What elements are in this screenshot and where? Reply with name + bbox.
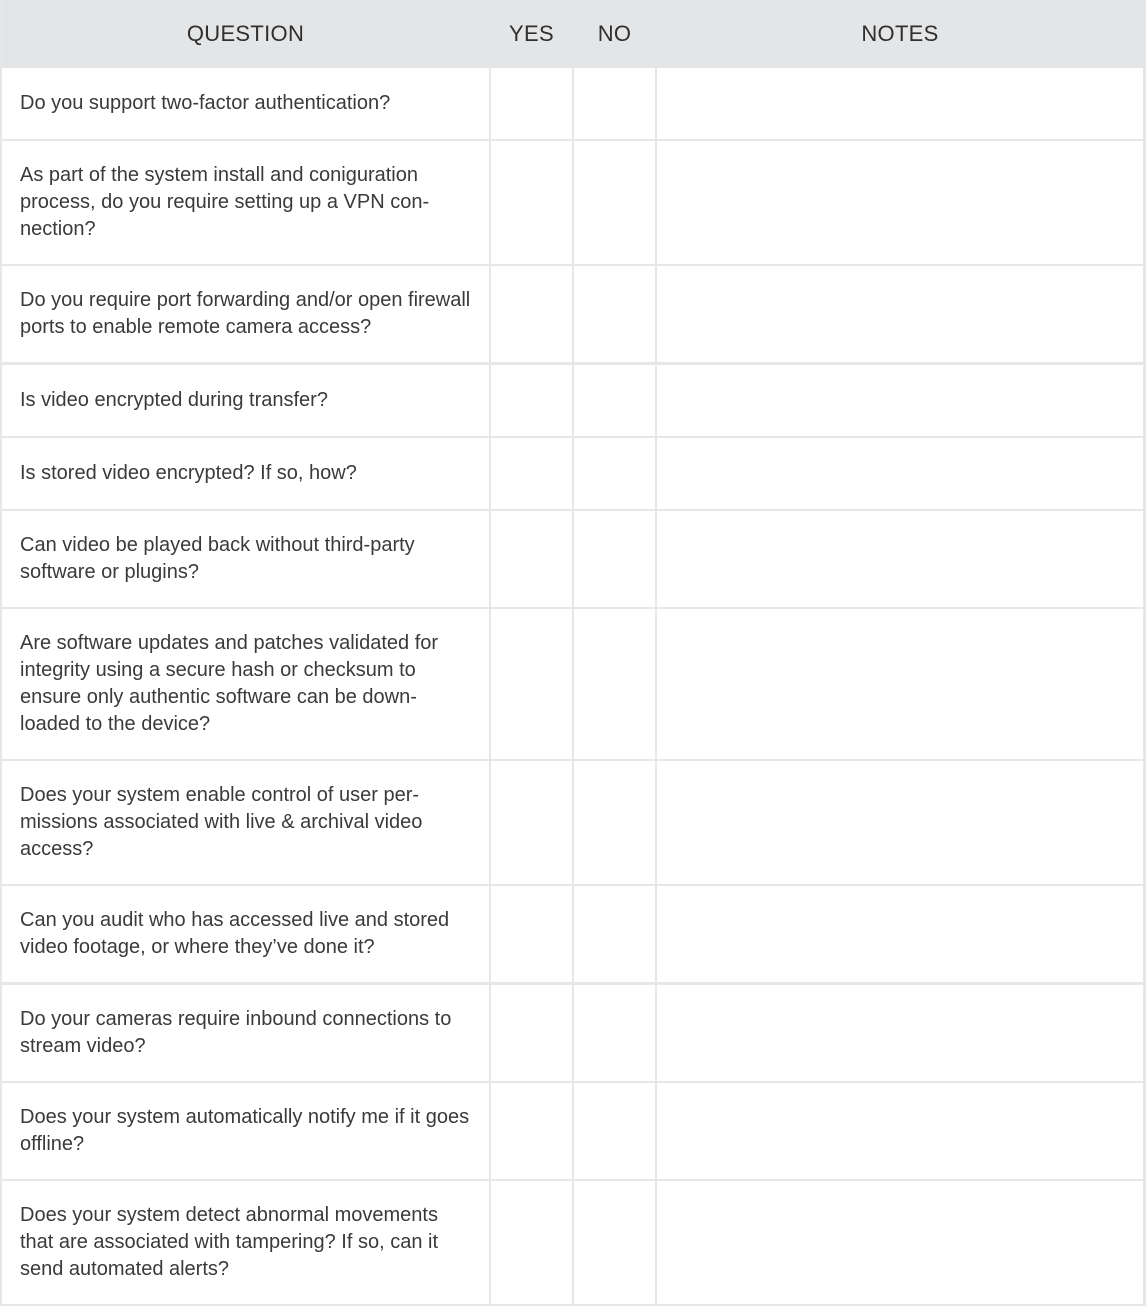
question-cell: Do your cameras require inbound connections to stream video? — [2, 985, 489, 1081]
header-yes: YES — [491, 0, 572, 68]
no-answer-cell[interactable] — [574, 609, 655, 759]
notes-cell[interactable] — [657, 438, 1143, 509]
yes-answer-cell[interactable] — [491, 886, 572, 982]
question-cell: Is video encrypted during transfer? — [2, 365, 489, 436]
no-answer-cell[interactable] — [574, 1083, 655, 1179]
yes-answer-cell[interactable] — [491, 438, 572, 509]
notes-cell[interactable] — [657, 609, 1143, 759]
no-answer-cell[interactable] — [574, 68, 655, 139]
header-notes: NOTES — [657, 0, 1143, 68]
header-no: NO — [574, 0, 655, 68]
no-answer-cell[interactable] — [574, 761, 655, 884]
notes-cell[interactable] — [657, 886, 1143, 982]
yes-answer-cell[interactable] — [491, 266, 572, 362]
no-answer-cell[interactable] — [574, 511, 655, 607]
yes-answer-cell[interactable] — [491, 1083, 572, 1179]
notes-cell[interactable] — [657, 141, 1143, 264]
notes-cell[interactable] — [657, 985, 1143, 1081]
question-cell: Are software updates and patches validated for integrity using a secure hash or checksum to ensure only authentic software can be down-loaded to the device? — [2, 609, 489, 759]
yes-answer-cell[interactable] — [491, 365, 572, 436]
no-answer-cell[interactable] — [574, 886, 655, 982]
yes-answer-cell[interactable] — [491, 511, 572, 607]
question-cell: Do you support two-factor authentication? — [2, 68, 489, 139]
notes-cell[interactable] — [657, 1083, 1143, 1179]
question-cell: Does your system enable control of user per-missions associated with live & archival video access? — [2, 761, 489, 884]
notes-cell[interactable] — [657, 266, 1143, 362]
notes-cell[interactable] — [657, 365, 1143, 436]
no-answer-cell[interactable] — [574, 985, 655, 1081]
question-cell: As part of the system install and coniguration process, do you require setting up a VPN con-nection? — [2, 141, 489, 264]
question-cell: Can you audit who has accessed live and stored video footage, or where they’ve done it? — [2, 886, 489, 982]
yes-answer-cell[interactable] — [491, 985, 572, 1081]
notes-cell[interactable] — [657, 761, 1143, 884]
yes-answer-cell[interactable] — [491, 761, 572, 884]
question-cell: Can video be played back without third-party software or plugins? — [2, 511, 489, 607]
notes-cell[interactable] — [657, 68, 1143, 139]
no-answer-cell[interactable] — [574, 365, 655, 436]
notes-cell[interactable] — [657, 1181, 1143, 1304]
yes-answer-cell[interactable] — [491, 1181, 572, 1304]
question-cell: Does your system automatically notify me if it goes offline? — [2, 1083, 489, 1179]
no-answer-cell[interactable] — [574, 141, 655, 264]
yes-answer-cell[interactable] — [491, 141, 572, 264]
no-answer-cell[interactable] — [574, 1181, 655, 1304]
question-cell: Is stored video encrypted? If so, how? — [2, 438, 489, 509]
notes-cell[interactable] — [657, 511, 1143, 607]
yes-answer-cell[interactable] — [491, 609, 572, 759]
no-answer-cell[interactable] — [574, 438, 655, 509]
no-answer-cell[interactable] — [574, 266, 655, 362]
header-question: QUESTION — [2, 0, 489, 68]
yes-answer-cell[interactable] — [491, 68, 572, 139]
question-cell: Does your system detect abnormal movements that are associated with tampering? If so, can it send automated alerts? — [2, 1181, 489, 1304]
question-cell: Do you require port forwarding and/or open firewall ports to enable remote camera access? — [2, 266, 489, 362]
